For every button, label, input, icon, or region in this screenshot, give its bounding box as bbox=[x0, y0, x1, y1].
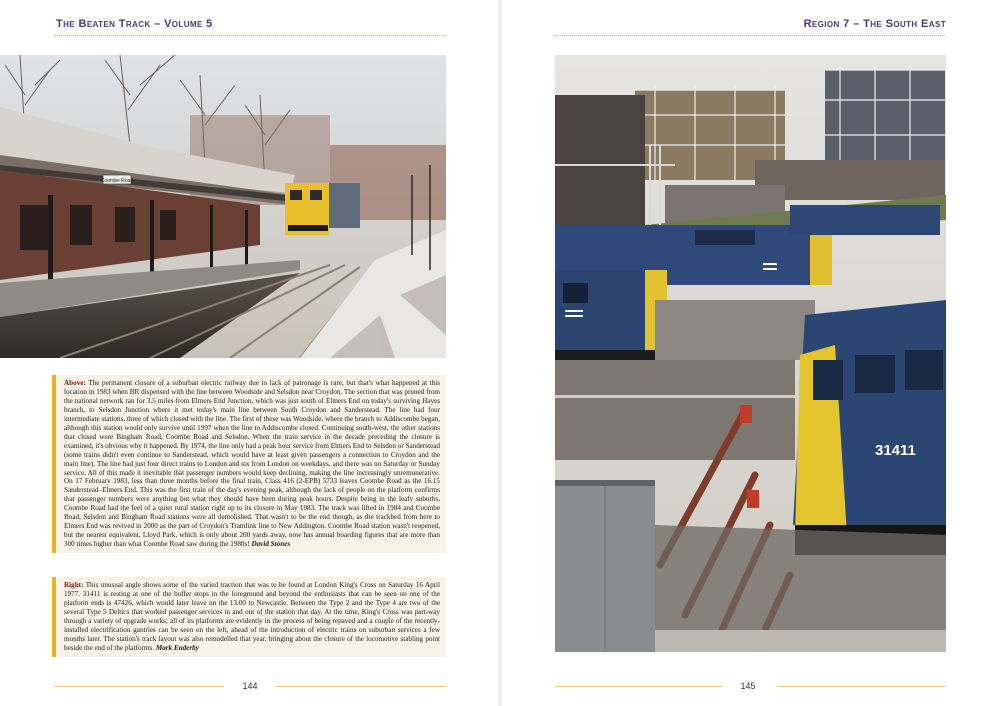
caption-right bbox=[52, 577, 446, 657]
running-head-left: The Beaten Track – Volume 5 bbox=[56, 18, 213, 30]
station-sign-text: Coombe Road bbox=[100, 178, 134, 184]
caption-right-credit: Mark Enderby bbox=[155, 643, 199, 652]
footer-rule-left-a bbox=[54, 686, 224, 687]
right-page bbox=[500, 0, 1000, 706]
header-rule-right bbox=[555, 35, 945, 36]
header-rule-left bbox=[54, 35, 446, 36]
kings-cross-illustration bbox=[555, 55, 946, 652]
footer-rule-left-b bbox=[276, 686, 446, 687]
coombe-road-photo bbox=[0, 55, 446, 358]
caption-right-text: This unusual angle shows some of the varied traction that was to be found at London King's Cross on Saturday 16 April 1977. 31411 is resting at one of the buffer stops in the foreground and beyond the enthusiasts that can be seen on one of the platform ends is 47426, which would later leave on the 13.00 to Newcastle. Between the Type 2 and the Type 4 are two of the several Type 5 Deltics that worked passenger services in and out of the station that day. At the time, King's Cross was part-way through a variety of upgrade works; all of its platforms are evidently in the process of being repaved and a couple of the recently-installed electrification gantries can be seen on the left, ahead of the introduction of electric trains on suburban services a few months later. The station's track layout was also remodelled that year, bringing about the closure of the locomotive stabling point beside the end of the platforms. bbox=[64, 581, 440, 652]
caption-above-label: Above: bbox=[64, 379, 86, 387]
caption-above-credit: David Stones bbox=[251, 540, 291, 549]
book-gutter bbox=[497, 0, 503, 706]
kings-cross-photo bbox=[555, 55, 946, 652]
footer-rule-right-a bbox=[555, 686, 723, 687]
loco-number-text: 31411 bbox=[875, 442, 916, 459]
running-head-right: Region 7 – The South East bbox=[803, 18, 946, 30]
page-number-left: 144 bbox=[242, 681, 258, 691]
footer-rule-right-b bbox=[778, 686, 946, 687]
caption-right-label: Right: bbox=[64, 581, 84, 589]
page-number-right: 145 bbox=[740, 681, 756, 691]
coombe-road-illustration bbox=[0, 55, 446, 358]
caption-above bbox=[52, 375, 446, 553]
caption-above-text: The permanent closure of a suburban electric railway due to lack of patronage is rare, but that's what happened at this location in 1983 when BR dispensed with the line between Woodside and Selsdon near Croydon. The section that was pruned from the national network ran for 3.5 miles from Elmers End Junction, which was just south of Elmers End on today's surviving Hayes branch, to Selsdon Junction where it met today's main line between South Croydon and Sanderstead. The line had four intermediate stations, three of which closed with the line. The first of these was Woodside, where the branch to Addiscombe began, although this station would only survive until 1997 when the line to Addiscombe closed. Continuing south-west, the other stations that closed were Bingham Road, Coombe Road and Selsdon. When the train service in the decade preceding the closure is examined, it's obvious why it happened. By 1974, the line only had a peak hour service from Elmers End to Selsdon or Sanderstead (some trains didn't even continue to Sanderstead, which would have at least given passengers a connection to Croydon and the main line). The line had just four direct trains to London and six from London on weekdays, and there was no Saturday or Sunday service. All of this made it inevitable that passenger numbers would keep declining, making the line increasingly unremunerative. On 17 February 1983, less than three months before the final train, Class 416 (2-EPB) 5733 leaves Coombe Road as the 16.15 Sanderstead–Elmers End. This was the first train of the day's evening peak, although the lack of people on the platform confirms that passenger numbers were anything but what they should have been during peak hours. Despite being in the leafy suburbs, Coombe Road had the feel of a quiet rural station right up to its closure in May 1983. The track was lifted in 1984 and Coombe Road, Selsdon and Bingham Road stations were all demolished. That wasn't to be the end though, as the trackbed from here to Elmers End was revived in 2000 as the part of Croydon's Tramlink line to New Addington. Coombe Road station wasn't reopened, but the nearest equivalent, Lloyd Park, which is only about 200 yards away, now has annual boarding figures that are more than 300 times higher than what Coombe Road saw during the 1980s! bbox=[64, 379, 441, 549]
